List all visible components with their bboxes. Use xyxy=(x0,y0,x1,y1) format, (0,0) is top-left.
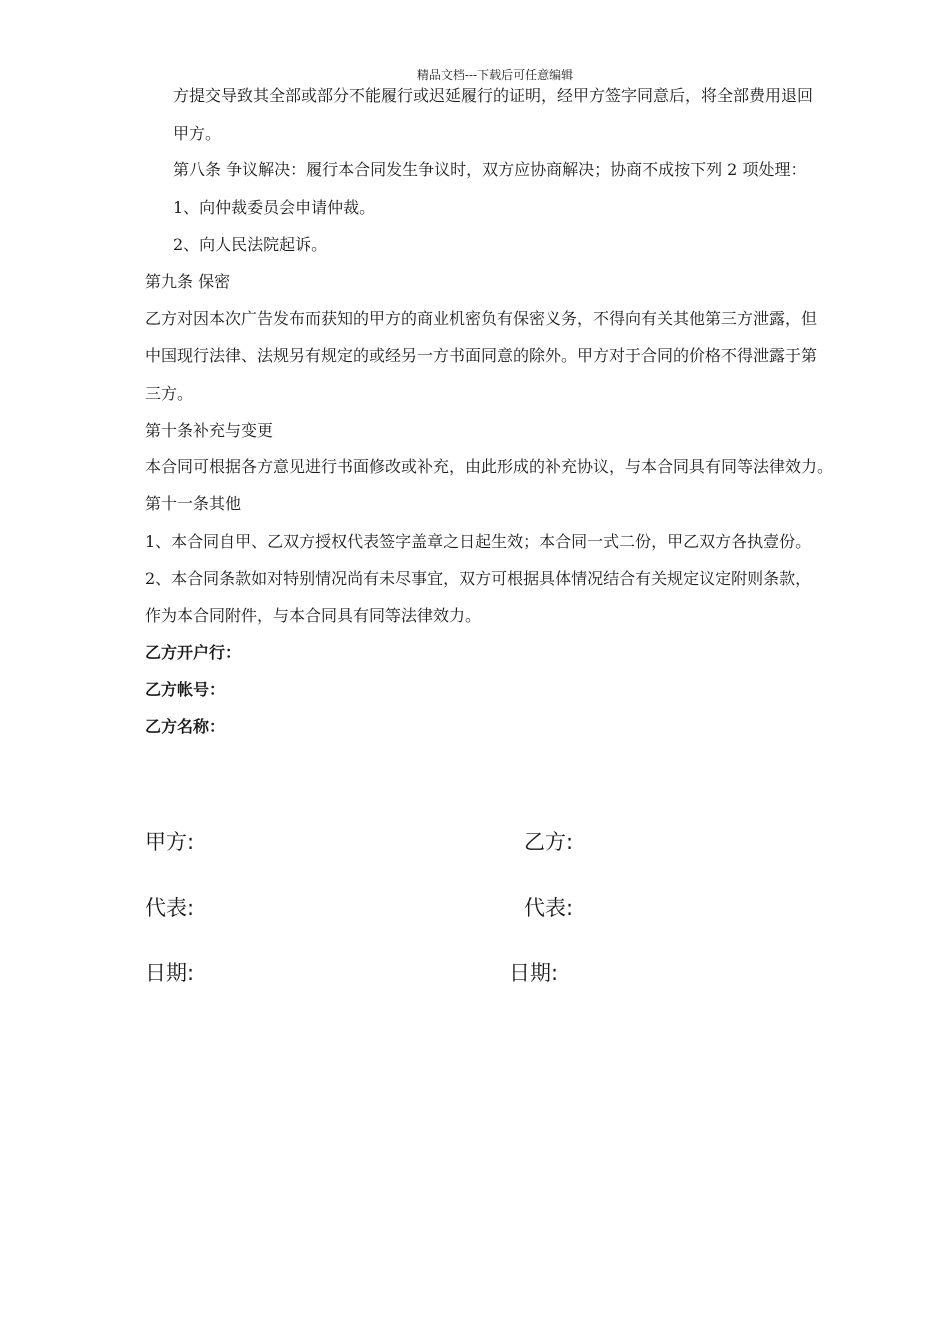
article-8-title: 第八条 争议解决：履行本合同发生争议时，双方应协商解决；协商不成按下列 2 项处理： xyxy=(173,160,807,179)
article-10-title: 第十条补充与变更 xyxy=(145,421,274,440)
rep-a-label: 代表: xyxy=(145,896,195,920)
name-label: 乙方名称： xyxy=(145,717,226,736)
bank-label: 乙方开户行： xyxy=(145,643,242,662)
paragraph-line: 三方。 xyxy=(145,384,194,403)
account-label: 乙方帐号： xyxy=(145,680,226,699)
date-b-label: 日期: xyxy=(509,961,559,985)
article-9-title: 第九条 保密 xyxy=(145,272,231,291)
paragraph-line: 中国现行法律、法规另有规定的或经另一方书面同意的除外。甲方对于合同的价格不得泄露于第 xyxy=(145,346,818,365)
rep-b-label: 代表: xyxy=(524,896,574,920)
page-header: 精品文档---下载后可任意编辑 xyxy=(416,68,574,82)
paragraph-line: 作为本合同附件，与本合同具有同等法律效力。 xyxy=(145,606,482,625)
article-11-title: 第十一条其他 xyxy=(145,494,242,513)
list-item: 1、本合同自甲、乙双方授权代表签字盖章之日起生效；本合同一式二份，甲乙双方各执壹份。 xyxy=(145,532,812,551)
party-b-label: 乙方: xyxy=(524,830,574,854)
paragraph-line: 乙方对因本次广告发布而获知的甲方的商业机密负有保密义务，不得向有关其他第三方泄露，但 xyxy=(145,309,818,328)
party-a-label: 甲方: xyxy=(145,830,195,854)
list-item: 2、向人民法院起诉。 xyxy=(173,235,328,254)
date-a-label: 日期: xyxy=(145,961,195,985)
paragraph-line: 本合同可根据各方意见进行书面修改或补充，由此形成的补充协议，与本合同具有同等法律效力。 xyxy=(145,457,834,476)
list-item: 2、本合同条款如对特别情况尚有未尽事宜，双方可根据具体情况结合有关规定议定附则条款， xyxy=(145,569,812,588)
paragraph-line: 甲方。 xyxy=(173,124,222,143)
list-item: 1、向仲裁委员会申请仲裁。 xyxy=(173,198,376,217)
paragraph-line: 方提交导致其全部或部分不能履行或迟延履行的证明，经甲方签字同意后，将全部费用退回 xyxy=(173,86,814,105)
